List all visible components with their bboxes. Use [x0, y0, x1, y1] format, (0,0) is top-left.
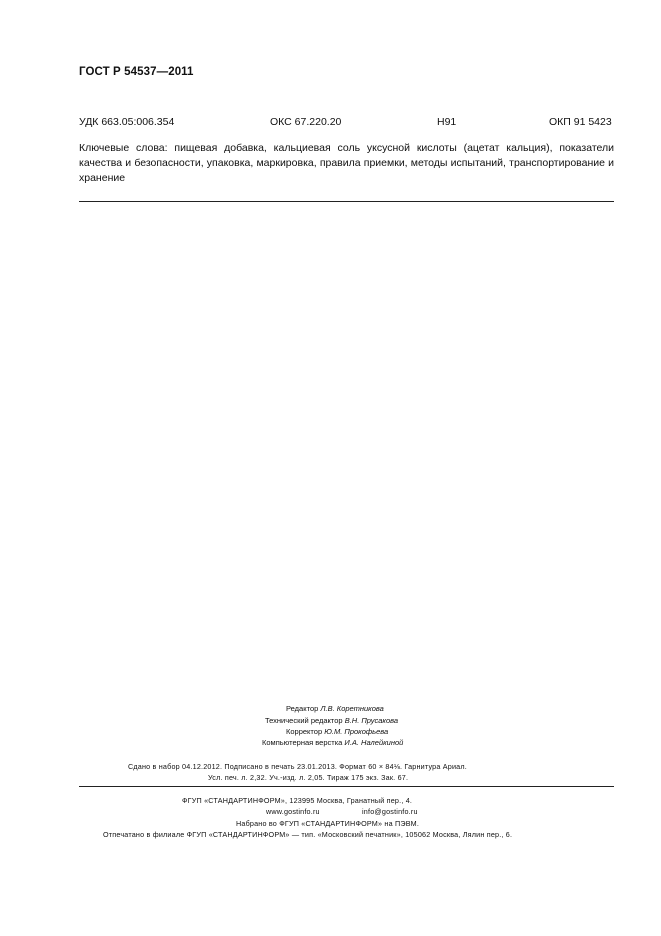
layout-line [262, 738, 403, 747]
tech-editor-line [265, 716, 398, 725]
typeset-note: Набрано во ФГУП «СТАНДАРТИНФОРМ» на ПЭВМ. [236, 819, 420, 828]
publisher-email: info@gostinfo.ru [362, 807, 418, 816]
editor-role: Редактор [286, 704, 319, 713]
corrector-name: Ю.М. Прокофьева [324, 727, 389, 736]
layout-role: Компьютерная верстка [262, 738, 343, 747]
printer-note: Отпечатано в филиале ФГУП «СТАНДАРТИНФОРМ» — тип. «Московский печатник», 105062 Москва, Лялин пер., 6. [103, 830, 513, 839]
editor-line [286, 704, 384, 713]
tech-editor-name: В.Н. Прусакова [344, 716, 399, 725]
print-info-line2: Усл. печ. л. 2,32. Уч.-изд. л. 2,05. Тираж 175 экз. Зак. 67. [208, 773, 409, 782]
document-title: ГОСТ Р 54537—2011 [79, 66, 194, 78]
corrector-line [286, 727, 388, 736]
okp-code: ОКП 91 5423 [549, 116, 612, 128]
divider-bottom [79, 786, 614, 787]
udk-code: УДК 663.05:006.354 [79, 116, 175, 128]
layout-name: И.А. Налейкиной [344, 738, 404, 747]
publisher-address: ФГУП «СТАНДАРТИНФОРМ», 123995 Москва, Гранатный пер., 4. [182, 796, 413, 805]
divider-top [79, 201, 614, 202]
corrector-role: Корректор [286, 727, 323, 736]
print-info-line1: Сдано в набор 04.12.2012. Подписано в печать 23.01.2013. Формат 60 × 84⅛. Гарнитура Ариал. [128, 762, 467, 771]
category-code: Н91 [437, 116, 457, 128]
oks-code: ОКС 67.220.20 [270, 116, 342, 128]
publisher-website: www.gostinfo.ru [266, 807, 320, 816]
tech-editor-role: Технический редактор [265, 716, 343, 725]
editor-name: Л.В. Коретникова [320, 704, 384, 713]
keywords-paragraph: Ключевые слова: пищевая добавка, кальциевая соль уксусной кислоты (ацетат кальция), показатели качества и безопасности, упаковка, маркировка, правила приемки, методы испытаний, транспортирование и хранение [79, 142, 614, 184]
